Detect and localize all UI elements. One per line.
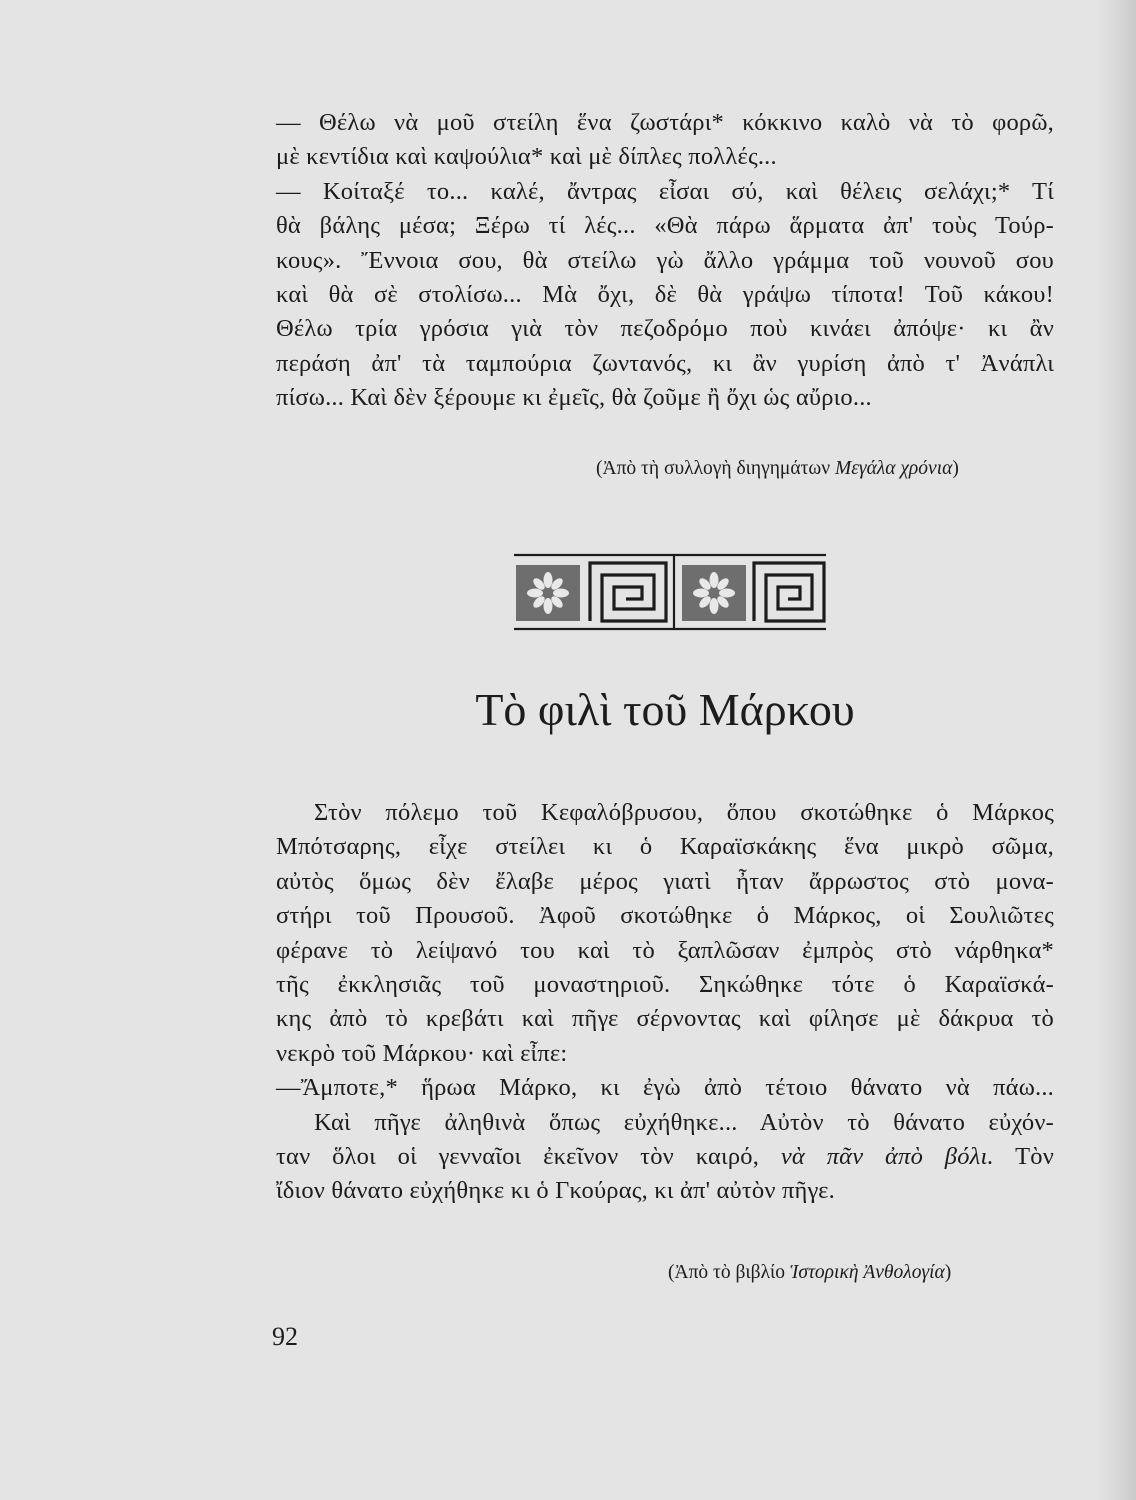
text-line: φέρανε τὸ λείψανό του καὶ τὸ ξαπλῶσαν ἐμπρὸς στὸ νάρθηκα* <box>276 936 1054 964</box>
page-number: 92 <box>272 1322 298 1351</box>
text-line: μὲ κεντίδια καὶ καψούλια* καὶ μὲ δίπλες πολλές... <box>276 143 777 171</box>
text-line: Καὶ πῆγε ἀληθινὰ ὅπως εὐχήθηκε... Αὐτὸν τὸ θάνατο εὐχόν- <box>314 1108 1054 1136</box>
text-line: καὶ θὰ σὲ στολίσω... Μὰ ὄχι, δὲ θὰ γράψω τίποτα! Τοῦ κάκου! <box>276 280 1054 308</box>
source-prefix: (Ἀπὸ τὸ βιβλίο <box>668 1262 790 1283</box>
source-suffix: ) <box>944 1262 952 1283</box>
source-title: Μεγάλα χρόνια <box>834 458 953 479</box>
text-line: κης ἀπὸ τὸ κρεβάτι καὶ πῆγε σέρνοντας καὶ φίλησε μὲ δάκρυα τὸ <box>276 1005 1054 1033</box>
text-line: νεκρὸ τοῦ Μάρκου· καὶ εἶπε: <box>276 1039 568 1067</box>
text-span: Τὸν <box>993 1142 1054 1170</box>
text-line: κους». Ἔννοια σου, θὰ στείλω γὼ ἄλλο γράμμα τοῦ νουνοῦ σου <box>276 246 1054 274</box>
source-citation-top <box>596 458 959 480</box>
text-line: θὰ βάλης μέσα; Ξέρω τί λές... «Θὰ πάρω ἅρματα ἀπ' τοὺς Τούρ- <box>276 212 1054 240</box>
story-body <box>276 796 1054 1209</box>
italic-phrase: νὰ πᾶν ἀπὸ βόλι. <box>780 1142 994 1170</box>
text-span: ταν ὅλοι οἱ γενναῖοι ἐκεῖνον τὸν καιρό, <box>276 1142 781 1170</box>
story-title: Τὸ φιλὶ τοῦ Μάρκου <box>475 684 855 735</box>
source-prefix: (Ἀπὸ τὴ συλλογὴ διηγημάτων <box>596 458 835 479</box>
top-passage <box>276 106 1054 416</box>
text-line: αὐτὸς ὅμως δὲν ἔλαβε μέρος γιατὶ ἦταν ἄρρωστος στὸ μονα- <box>276 867 1054 895</box>
text-line: ἴδιον θάνατο εὐχήθηκε κι ὁ Γκούρας, κι ἀπ' αὐτὸν πῆγε. <box>276 1177 835 1205</box>
text-line: στήρι τοῦ Προυσοῦ. Ἀφοῦ σκοτώθηκε ὁ Μάρκος, οἱ Σουλιῶτες <box>276 902 1054 930</box>
text-line: — Κοίταξέ το... καλέ, ἄντρας εἶσαι σύ, καὶ θέλεις σελάχι;* Τί <box>276 177 1054 205</box>
text-line: Μπότσαρης, εἶχε στείλει κι ὁ Καραϊσκάκης ἕνα μικρὸ σῶμα, <box>276 833 1054 861</box>
source-citation-story <box>668 1262 951 1284</box>
text-line: περάση ἀπ' τὰ ταμπούρια ζωντανός, κι ἂν γυρίση ἀπὸ τ' Ἀνάπλι <box>276 349 1054 377</box>
text-line: Θέλω τρία γρόσια γιὰ τὸν πεζοδρόμο ποὺ κινάει ἀπόψε· κι ἂν <box>276 315 1054 343</box>
greek-key-rosette-ornament-icon <box>510 553 830 633</box>
text-line <box>276 1140 1054 1174</box>
page-edge-shadow <box>1096 0 1136 1500</box>
text-line: πίσω... Καὶ δὲν ξέρουμε κι ἐμεῖς, θὰ ζοῦμε ἢ ὄχι ὡς αὔριο... <box>276 384 872 412</box>
source-title: Ἱστορικὴ Ἀνθολογία <box>789 1262 945 1283</box>
text-line: —Ἄμποτε,* ἥρωα Μάρκο, κι ἐγὼ ἀπὸ τέτοιο θάνατο νὰ πάω... <box>276 1074 1054 1102</box>
text-line: Στὸν πόλεμο τοῦ Κεφαλόβρυσου, ὅπου σκοτώθηκε ὁ Μάρκος <box>314 799 1054 826</box>
text-line: — Θέλω νὰ μοῦ στείλη ἕνα ζωστάρι* κόκκινο καλὸ νὰ τὸ φορῶ, <box>276 109 1054 136</box>
text-line: τῆς ἐκκλησιᾶς τοῦ μοναστηριοῦ. Σηκώθηκε τότε ὁ Καραϊσκά- <box>276 970 1054 998</box>
source-suffix: ) <box>952 458 959 479</box>
